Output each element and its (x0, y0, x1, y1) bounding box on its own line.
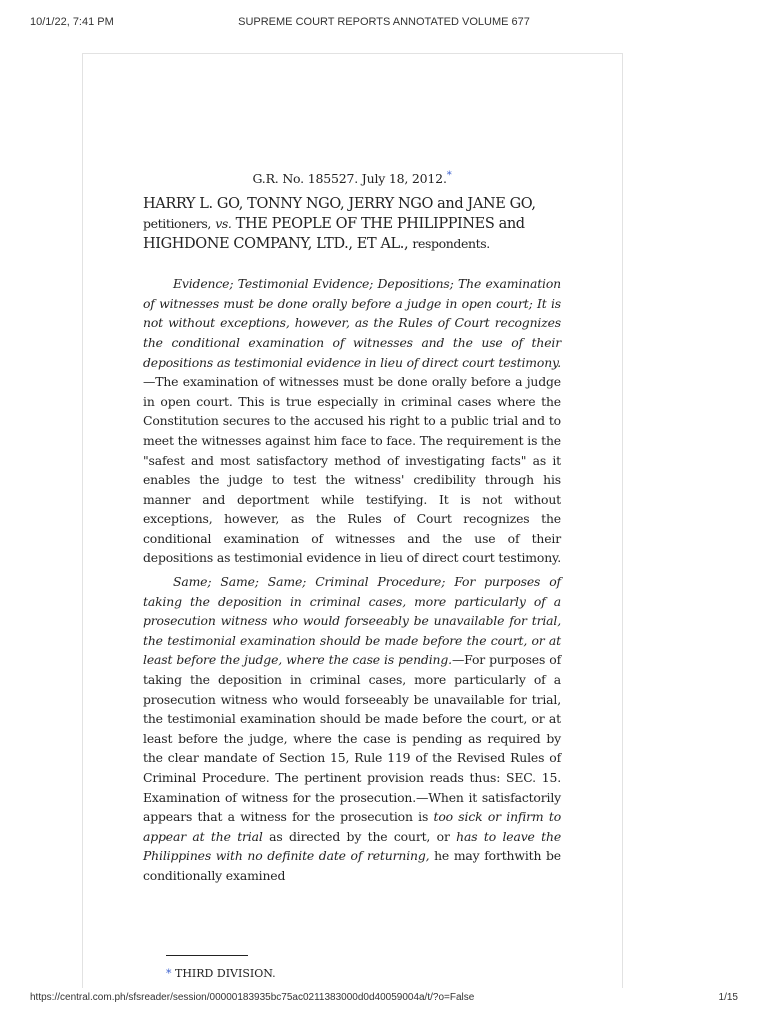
footnote-divider (166, 955, 248, 956)
syllabus-body: he may forthwith be conditionally examined (143, 848, 561, 883)
syllabus-body: —The examination of witnesses must be done orally before a judge in open court. This is true especially in criminal cases where the Constitution secures to the accused his right to a public trial and to meet the witnesses against him face to face. The requirement is the "safest and most satisfactory method of investigating facts" as it enables the judge to test the witness' credibility through his manner and deportment while testifying. It is not without exceptions, however, as the Rules of Court recognizes the conditional examination of witnesses and the use of their depositions as testimonial evidence in lieu of direct court testimony. (143, 374, 562, 566)
respondents-label: respondents. (412, 236, 490, 252)
syllabus-paragraph (143, 572, 561, 886)
syllabus-paragraph (143, 274, 561, 568)
syllabus-body: —For purposes of taking the deposition in criminal cases, more particularly of a prosecution witness who would forseeably be unavailable for trial, the testimonial examination should be made before the court, or at least before the judge, where the case is pending as required by the clear mandate of Section 15, Rule 119 of the Revised Rules of Criminal Procedure. The pertinent provision reads thus: SEC. 15. Examination of witness for the prosecution.—When it satisfactorily appears that a witness for the prosecution is (143, 652, 562, 825)
versus-label: vs. (215, 216, 232, 232)
petitioners-names: HARRY L. GO, TONNY NGO, JERRY NGO and JANE GO, (143, 196, 536, 213)
syllabus-emphasis: too sick or infirm to appear at the trial (143, 809, 562, 844)
case-number-line (143, 170, 561, 186)
respondents-names-1: THE PEOPLE OF THE PHILIPPINES and (235, 216, 525, 233)
case-parties (143, 194, 561, 254)
gr-number-date: G.R. No. 185527. July 18, 2012. (252, 171, 447, 187)
syllabus-body: as directed by the court, or (262, 828, 457, 844)
syllabus-emphasis: has to leave the Philippines with no definite date of returning, (143, 828, 561, 864)
print-url: https://central.com.ph/sfsreader/session/00000183935bc75ac0211383000d0d40059004a/t/?o=False (30, 992, 475, 1003)
syllabus-keywords: Evidence; Testimonial Evidence; Depositions; The examination of witnesses must be done orally before a judge in open court; It is not without exceptions, however, as the Rules of Court recognizes the conditional examination of witnesses and the use of their depositions as testimonial evidence in lieu of direct court testimony. (143, 276, 562, 370)
page-number: 1/15 (718, 992, 738, 1003)
print-datetime: 10/1/22, 7:41 PM (30, 16, 114, 28)
respondents-names-2: HIGHDONE COMPANY, LTD., ET AL., (143, 236, 409, 253)
print-title: SUPREME COURT REPORTS ANNOTATED VOLUME 677 (238, 16, 530, 28)
petitioners-label: petitioners, (143, 216, 211, 232)
syllabus-keywords: Same; Same; Same; Criminal Procedure; For purposes of taking the deposition in criminal cases, more particularly of a prosecution witness who would forseeably be unavailable for trial, the testimonial examination should be made before the court, or at least before the judge, where the case is pending. (143, 574, 561, 668)
footnote-mark: * (166, 967, 172, 980)
footnote-text: THIRD DIVISION. (171, 967, 276, 980)
footnote (166, 967, 276, 980)
footnote-link[interactable]: * (446, 170, 452, 181)
document-content (143, 170, 561, 886)
